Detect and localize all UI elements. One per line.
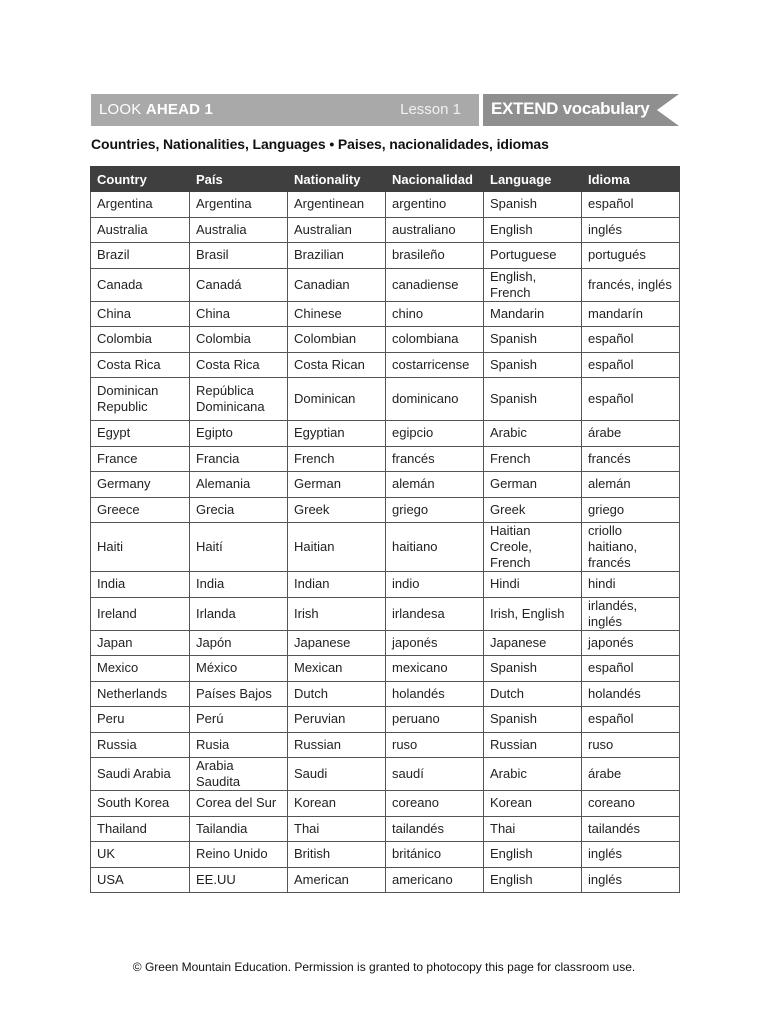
table-cell: Reino Unido: [190, 842, 288, 868]
table-cell: Thai: [484, 816, 582, 842]
table-cell: Portuguese: [484, 243, 582, 269]
table-cell: Mandarin: [484, 301, 582, 327]
table-row: [91, 867, 680, 893]
table-row: [91, 268, 680, 301]
page-heading: Countries, Nationalities, Languages • Paises, nacionalidades, idiomas: [91, 136, 549, 152]
extend-vocabulary-tag: [483, 94, 679, 126]
table-header-row: [91, 167, 680, 192]
table-cell: brasileño: [386, 243, 484, 269]
table-cell: peruano: [386, 707, 484, 733]
table-cell: francés: [582, 446, 680, 472]
table-cell: Alemania: [190, 472, 288, 498]
table-cell: Dutch: [288, 681, 386, 707]
table-cell: griego: [386, 497, 484, 523]
table-cell: irlandés, inglés: [582, 597, 680, 630]
table-cell: inglés: [582, 867, 680, 893]
table-cell: Russia: [91, 732, 190, 758]
table-cell: Greece: [91, 497, 190, 523]
table-cell: Korean: [288, 791, 386, 817]
table-cell: inglés: [582, 842, 680, 868]
column-header: Nationality: [288, 167, 386, 192]
table-cell: German: [484, 472, 582, 498]
table-cell: mexicano: [386, 656, 484, 682]
column-header: Language: [484, 167, 582, 192]
table-cell: argentino: [386, 192, 484, 218]
table-cell: Egipto: [190, 421, 288, 447]
table-row: [91, 446, 680, 472]
table-cell: americano: [386, 867, 484, 893]
table-cell: indio: [386, 572, 484, 598]
table-cell: francés: [386, 446, 484, 472]
table-row: [91, 472, 680, 498]
table-cell: Peruvian: [288, 707, 386, 733]
table-cell: portugués: [582, 243, 680, 269]
table-cell: República Dominicana: [190, 378, 288, 421]
table-cell: English: [484, 217, 582, 243]
extend-vocabulary-label: EXTEND vocabulary: [491, 99, 650, 118]
table-cell: ruso: [386, 732, 484, 758]
table-cell: Russian: [484, 732, 582, 758]
table-cell: Costa Rica: [190, 352, 288, 378]
table-cell: saudí: [386, 758, 484, 791]
table-cell: Netherlands: [91, 681, 190, 707]
table-cell: Ireland: [91, 597, 190, 630]
table-cell: tailandés: [582, 816, 680, 842]
table-cell: tailandés: [386, 816, 484, 842]
table-row: [91, 842, 680, 868]
table-cell: Brazil: [91, 243, 190, 269]
table-cell: Japan: [91, 630, 190, 656]
table-cell: hindi: [582, 572, 680, 598]
table-cell: Brazilian: [288, 243, 386, 269]
table-cell: Grecia: [190, 497, 288, 523]
table-cell: colombiana: [386, 327, 484, 353]
table-cell: China: [91, 301, 190, 327]
table-cell: English: [484, 842, 582, 868]
table-cell: griego: [582, 497, 680, 523]
table-cell: French: [288, 446, 386, 472]
table-row: [91, 681, 680, 707]
table-cell: Costa Rica: [91, 352, 190, 378]
table-cell: Canadá: [190, 268, 288, 301]
table-cell: Egyptian: [288, 421, 386, 447]
table-cell: Greek: [484, 497, 582, 523]
table-cell: español: [582, 656, 680, 682]
table-row: [91, 791, 680, 817]
table-cell: Países Bajos: [190, 681, 288, 707]
table-row: [91, 523, 680, 572]
table-cell: Haití: [190, 523, 288, 572]
table-cell: Corea del Sur: [190, 791, 288, 817]
table-cell: alemán: [386, 472, 484, 498]
table-cell: Thai: [288, 816, 386, 842]
table-cell: Egypt: [91, 421, 190, 447]
table-cell: Canada: [91, 268, 190, 301]
table-cell: Japanese: [484, 630, 582, 656]
table-cell: francés, inglés: [582, 268, 680, 301]
table-cell: Rusia: [190, 732, 288, 758]
table-cell: coreano: [386, 791, 484, 817]
table-row: [91, 630, 680, 656]
table-row: [91, 497, 680, 523]
table-cell: Argentina: [91, 192, 190, 218]
table-row: [91, 732, 680, 758]
table-row: [91, 816, 680, 842]
table-cell: árabe: [582, 758, 680, 791]
table-cell: Haitian: [288, 523, 386, 572]
table-cell: Dominican: [288, 378, 386, 421]
table-cell: French: [484, 446, 582, 472]
table-cell: irlandesa: [386, 597, 484, 630]
table-cell: dominicano: [386, 378, 484, 421]
column-header: País: [190, 167, 288, 192]
table-cell: mandarín: [582, 301, 680, 327]
table-cell: Indian: [288, 572, 386, 598]
table-cell: Haitian Creole, French: [484, 523, 582, 572]
table-cell: USA: [91, 867, 190, 893]
table-cell: ruso: [582, 732, 680, 758]
table-cell: Mexican: [288, 656, 386, 682]
table-cell: Thailand: [91, 816, 190, 842]
column-header: Country: [91, 167, 190, 192]
table-cell: español: [582, 707, 680, 733]
table-cell: British: [288, 842, 386, 868]
table-cell: Arabic: [484, 758, 582, 791]
table-cell: Chinese: [288, 301, 386, 327]
table-cell: Colombia: [91, 327, 190, 353]
table-cell: Spanish: [484, 378, 582, 421]
table-cell: Perú: [190, 707, 288, 733]
table-cell: American: [288, 867, 386, 893]
table-cell: Australia: [91, 217, 190, 243]
table-cell: español: [582, 192, 680, 218]
table-cell: egipcio: [386, 421, 484, 447]
table-row: [91, 378, 680, 421]
table-cell: India: [190, 572, 288, 598]
table-cell: alemán: [582, 472, 680, 498]
table-cell: Saudi Arabia: [91, 758, 190, 791]
table-cell: criollo haitiano, francés: [582, 523, 680, 572]
table-row: [91, 597, 680, 630]
table-cell: Mexico: [91, 656, 190, 682]
table-row: [91, 421, 680, 447]
table-cell: Japón: [190, 630, 288, 656]
table-cell: Colombian: [288, 327, 386, 353]
table-cell: australiano: [386, 217, 484, 243]
table-cell: Arabia Saudita: [190, 758, 288, 791]
table-cell: Irish, English: [484, 597, 582, 630]
table-cell: UK: [91, 842, 190, 868]
copyright-footer: © Green Mountain Education. Permission is granted to photocopy this page for classroom use.: [132, 960, 636, 974]
table-cell: coreano: [582, 791, 680, 817]
lesson-label: Lesson 1: [400, 101, 461, 118]
table-cell: Japanese: [288, 630, 386, 656]
table-cell: canadiense: [386, 268, 484, 301]
table-cell: English: [484, 867, 582, 893]
table-row: [91, 656, 680, 682]
table-cell: Spanish: [484, 352, 582, 378]
table-cell: árabe: [582, 421, 680, 447]
table-cell: Argentina: [190, 192, 288, 218]
table-cell: haitiano: [386, 523, 484, 572]
table-cell: South Korea: [91, 791, 190, 817]
table-cell: Spanish: [484, 192, 582, 218]
table-cell: Dominican Republic: [91, 378, 190, 421]
table-cell: English, French: [484, 268, 582, 301]
table-row: [91, 327, 680, 353]
table-cell: Peru: [91, 707, 190, 733]
table-cell: France: [91, 446, 190, 472]
table-cell: holandés: [386, 681, 484, 707]
banner-left-panel: [91, 94, 479, 126]
table-cell: Canadian: [288, 268, 386, 301]
table-cell: japonés: [386, 630, 484, 656]
table-cell: español: [582, 352, 680, 378]
table-row: [91, 572, 680, 598]
table-cell: español: [582, 378, 680, 421]
table-row: [91, 352, 680, 378]
table-cell: Korean: [484, 791, 582, 817]
lesson-banner: [91, 94, 679, 126]
table-row: [91, 707, 680, 733]
vocabulary-table: [90, 166, 680, 893]
table-cell: Hindi: [484, 572, 582, 598]
table-cell: Spanish: [484, 327, 582, 353]
table-cell: EE.UU: [190, 867, 288, 893]
table-cell: Irlanda: [190, 597, 288, 630]
table-cell: inglés: [582, 217, 680, 243]
table-cell: Spanish: [484, 656, 582, 682]
table-cell: India: [91, 572, 190, 598]
table-row: [91, 243, 680, 269]
column-header: Nacionalidad: [386, 167, 484, 192]
table-cell: México: [190, 656, 288, 682]
look-ahead-label: LOOK AHEAD 1: [99, 101, 214, 118]
table-cell: Saudi: [288, 758, 386, 791]
table-cell: China: [190, 301, 288, 327]
table-cell: holandés: [582, 681, 680, 707]
table-cell: Arabic: [484, 421, 582, 447]
table-cell: Argentinean: [288, 192, 386, 218]
table-cell: Francia: [190, 446, 288, 472]
table-cell: Costa Rican: [288, 352, 386, 378]
table-cell: británico: [386, 842, 484, 868]
table-cell: German: [288, 472, 386, 498]
table-cell: chino: [386, 301, 484, 327]
table-cell: español: [582, 327, 680, 353]
column-header: Idioma: [582, 167, 680, 192]
table-cell: Dutch: [484, 681, 582, 707]
table-cell: Colombia: [190, 327, 288, 353]
table-cell: Russian: [288, 732, 386, 758]
table-cell: Irish: [288, 597, 386, 630]
table-cell: Haiti: [91, 523, 190, 572]
table-cell: Brasil: [190, 243, 288, 269]
table-cell: Australia: [190, 217, 288, 243]
table-row: [91, 301, 680, 327]
table-cell: Germany: [91, 472, 190, 498]
table-cell: Tailandia: [190, 816, 288, 842]
table-cell: Australian: [288, 217, 386, 243]
table-row: [91, 192, 680, 218]
table-cell: Spanish: [484, 707, 582, 733]
table-row: [91, 217, 680, 243]
table-cell: costarricense: [386, 352, 484, 378]
table-row: [91, 758, 680, 791]
table-cell: japonés: [582, 630, 680, 656]
table-cell: Greek: [288, 497, 386, 523]
